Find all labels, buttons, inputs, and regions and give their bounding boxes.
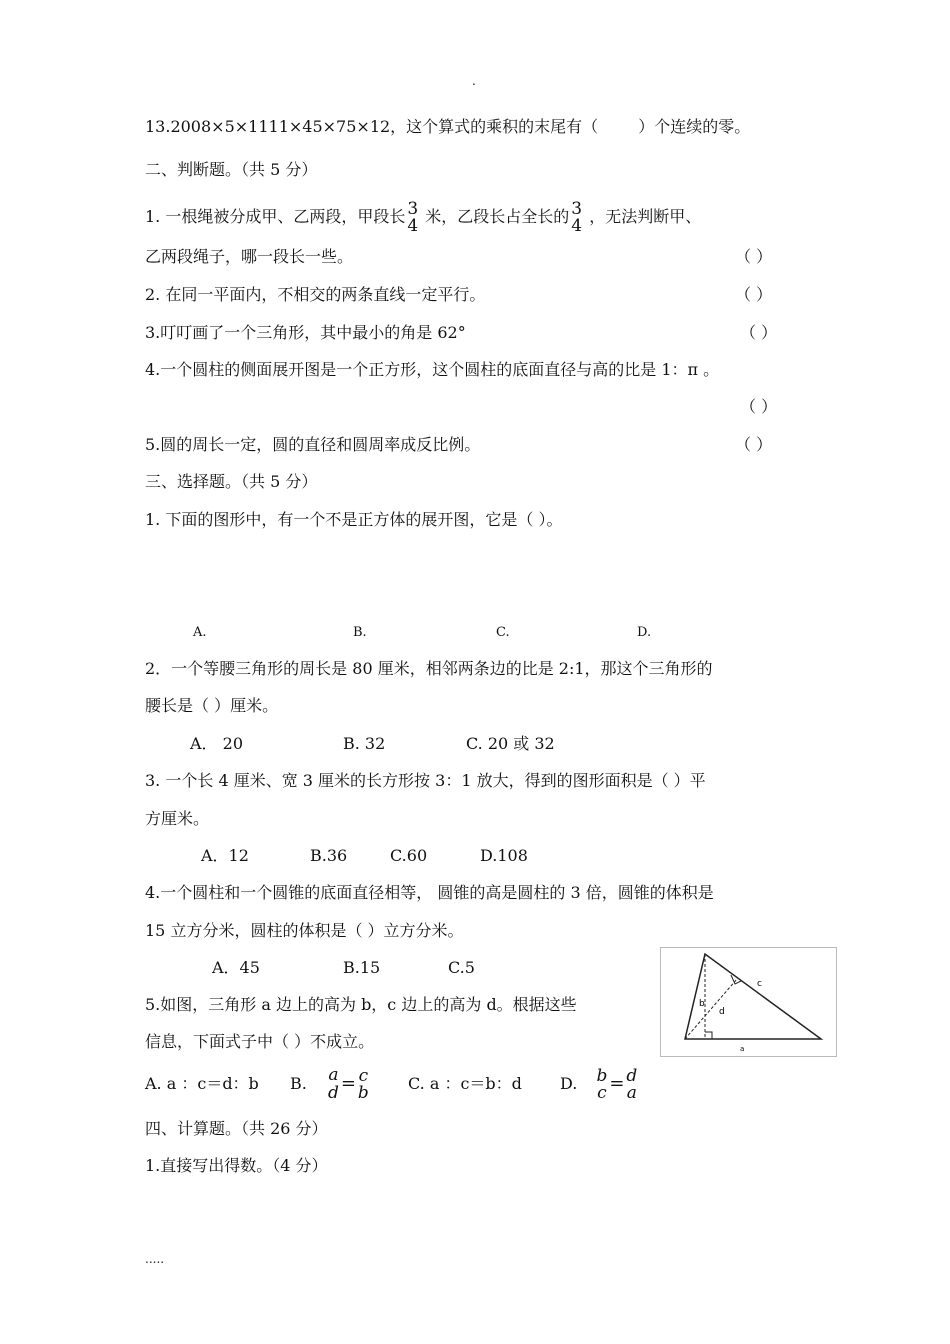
judge-q3: 3.叮叮画了一个三角形，其中最小的角是 62° <box>145 323 466 342</box>
choice-q1-option-b[interactable]: B. <box>353 625 367 640</box>
label-a: a <box>740 1045 745 1053</box>
choice-q2-option-a[interactable]: A． 20 <box>190 734 244 753</box>
choice-q3-line1: 3. 一个长 4 厘米、宽 3 厘米的长方形按 3：1 放大，得到的图形面积是（ ）平 <box>145 771 706 790</box>
q13-text-after: ）个连续的零。 <box>638 117 751 136</box>
choice-q2-option-c[interactable]: C. 20 或 32 <box>466 734 555 753</box>
choice-q4-line1: 4.一个圆柱和一个圆锥的底面直径相等， 圆锥的高是圆柱的 3 倍，圆锥的体积是 <box>145 883 714 902</box>
header-mark: . <box>472 74 476 88</box>
footer-mark: ..... <box>145 1252 165 1266</box>
judge-q5: 5.圆的周长一定，圆的直径和圆周率成反比例。 <box>145 435 481 454</box>
choice-q4-option-b[interactable]: B.15 <box>343 958 381 977</box>
choice-q3-option-b[interactable]: B.36 <box>310 846 348 865</box>
choice-q2-line1: 2．一个等腰三角形的周长是 80 厘米，相邻两条边的比是 2:1，那这个三角形的 <box>145 659 713 678</box>
judge-q3-answer[interactable]: （ ） <box>740 323 778 342</box>
choice-q1-option-a[interactable]: A. <box>193 625 207 640</box>
equals-sign: = <box>340 1073 356 1094</box>
fraction-3-4-b: 3 4 <box>571 198 583 236</box>
section-2-title: 二、判断题。（共 5 分） <box>145 160 318 179</box>
judge-q2-answer[interactable]: （ ） <box>735 285 773 304</box>
option-d-label: D. <box>560 1074 578 1093</box>
fraction-b-c: b c <box>596 1065 608 1103</box>
label-b: b <box>699 999 705 1009</box>
judge-q1-line2: 乙两段绳子，哪一段长一些。 <box>145 247 354 266</box>
choice-q5-option-c[interactable]: C. a ：c＝b：d <box>408 1074 522 1093</box>
choice-q1: 1. 下面的图形中，有一个不是正方体的展开图，它是（ ）。 <box>145 510 563 529</box>
choice-q5-line2: 信息，下面式子中（ ）不成立。 <box>145 1032 375 1051</box>
choice-q4-option-a[interactable]: A．45 <box>212 958 260 977</box>
choice-q5-option-a[interactable]: A. a ：c＝d：b <box>145 1074 259 1093</box>
choice-q4-option-c[interactable]: C.5 <box>448 958 475 977</box>
judge-q2: 2. 在同一平面内，不相交的两条直线一定平行。 <box>145 285 486 304</box>
label-d: d <box>719 1007 725 1017</box>
judge-q4: 4.一个圆柱的侧面展开图是一个正方形，这个圆柱的底面直径与高的比是 1：π 。 <box>145 360 720 379</box>
choice-q3-option-c[interactable]: C.60 <box>390 846 428 865</box>
choice-q1-option-c[interactable]: C. <box>496 625 510 640</box>
choice-q3-option-a[interactable]: A．12 <box>201 846 249 865</box>
choice-q3-option-d[interactable]: D.108 <box>480 846 528 865</box>
option-b-label: B. <box>290 1074 307 1093</box>
fraction-a-d: $\frac{a}{d}$ <box>327 1065 339 1103</box>
question-13 <box>145 117 750 137</box>
judge-q5-answer[interactable]: （ ） <box>735 435 773 454</box>
choice-q2-line2: 腰长是（ ）厘米。 <box>145 696 279 715</box>
choice-q5-line1: 5.如图，三角形 a 边上的高为 b，c 边上的高为 d。根据这些 <box>145 995 577 1014</box>
choice-q4-line2: 15 立方分米，圆柱的体积是（ ）立方分米。 <box>145 921 464 940</box>
choice-q5-option-d[interactable] <box>560 1062 639 1106</box>
section-4-title: 四、计算题。（共 26 分） <box>145 1119 328 1138</box>
fraction-c-b: c b <box>357 1065 369 1103</box>
section-3-title: 三、选择题。（共 5 分） <box>145 472 318 491</box>
judge-q1-text-c: ，无法判断甲、 <box>584 207 702 226</box>
judge-q1-text-a: 1. 一根绳被分成甲、乙两段，甲段长 <box>145 207 406 226</box>
judge-q1-text-b: 米，乙段长占全长的 <box>420 207 570 226</box>
judge-q4-answer[interactable]: （ ） <box>740 397 778 416</box>
judge-q1-line1 <box>145 200 701 235</box>
calc-q1: 1.直接写出得数。（4 分） <box>145 1156 328 1175</box>
judge-q1-answer[interactable]: （ ） <box>735 247 773 266</box>
label-c: c <box>757 979 762 989</box>
triangle-diagram <box>661 948 836 1056</box>
equals-sign: = <box>609 1073 625 1094</box>
choice-q2-option-b[interactable]: B. 32 <box>343 734 386 753</box>
choice-q1-option-d[interactable]: D. <box>637 625 652 640</box>
choice-q5-option-b[interactable] <box>290 1062 371 1106</box>
choice-q3-line2: 方厘米。 <box>145 809 210 828</box>
fraction-d-a: d a <box>626 1065 638 1103</box>
triangle-figure <box>660 947 837 1057</box>
q13-text-before: 13.2008×5×1111×45×75×12，这个算式的乘积的末尾有（ <box>145 117 599 136</box>
fraction-3-4-a: 3 4 <box>407 198 419 236</box>
